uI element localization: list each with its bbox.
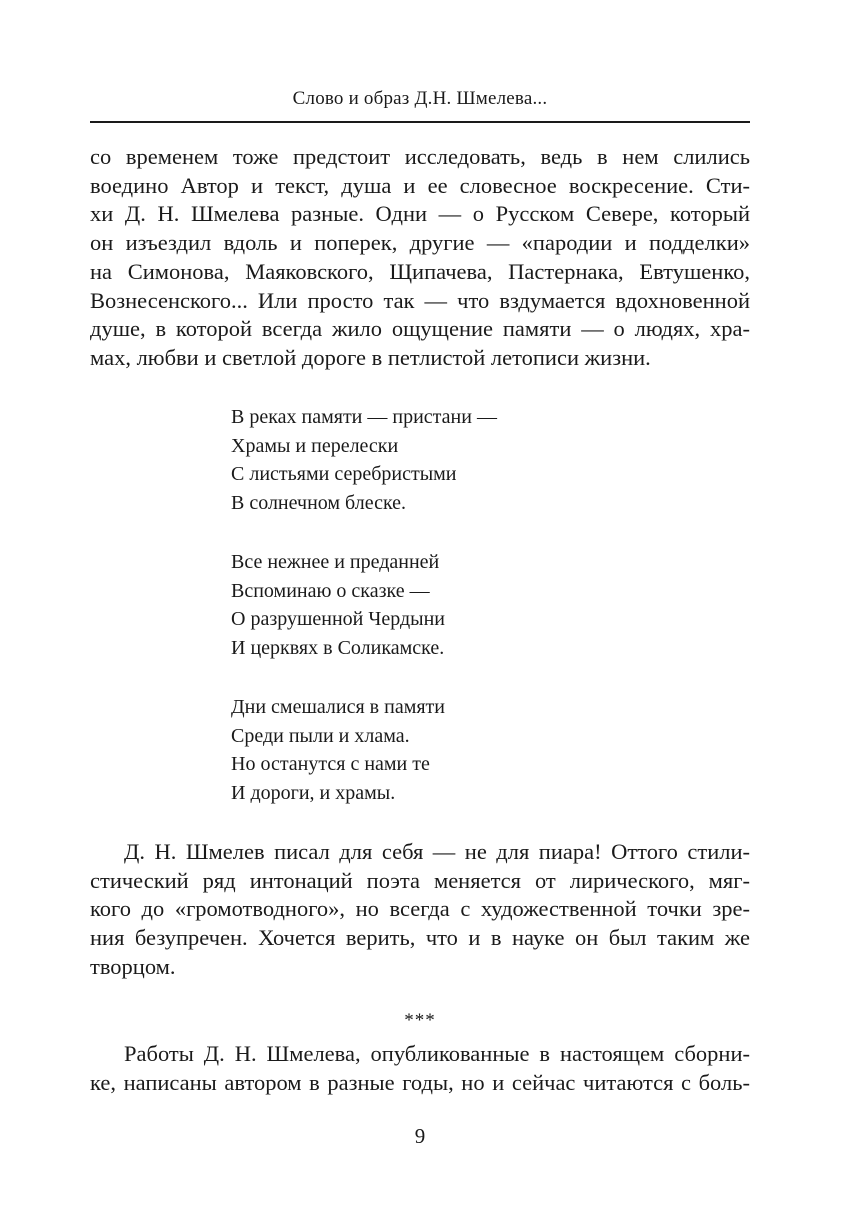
poem-stanza-1 [231, 403, 651, 518]
poem-line: Храмы и перелески [231, 434, 399, 457]
text-line: со временем тоже предстоит исследовать, ведь в нем слились [90, 144, 750, 169]
page-number: 9 [414, 1124, 426, 1148]
paragraph-3 [90, 1040, 750, 1097]
text-line: мах, любви и светлой дороге в петлистой летописи жизни. [90, 344, 651, 370]
poem-line: В реках памяти — пристани — [231, 406, 497, 428]
text-line: хи Д. Н. Шмелева разные. Одни — о Русском Севере, который [90, 201, 750, 227]
poem-line: С листьями серебристыми [231, 463, 457, 486]
text-line: ке, написаны автором в разные годы, но и сейчас читаются с боль- [90, 1069, 750, 1095]
section-separator: *** [404, 1010, 436, 1031]
poem-line: Но останутся с нами те [231, 753, 430, 776]
poem-line: И дороги, и храмы. [231, 782, 396, 805]
poem-line: И церквях в Соликамске. [231, 637, 445, 660]
text-line: он изъездил вдоль и поперек, другие — «пародии и подделки» [90, 230, 750, 256]
poem-line: Вспоминаю о сказке — [231, 579, 430, 602]
paragraph-1 [90, 143, 750, 373]
text-line: Д. Н. Шмелев писал для себя — не для пиара! Оттого стили- [124, 839, 750, 864]
poem-stanza-2 [231, 548, 651, 663]
text-line: душе, в которой всегда жило ощущение памяти — о людях, хра- [90, 316, 750, 342]
running-head: Слово и образ Д.Н. Шмелева... [292, 88, 548, 109]
poem-line: Среди пыли и хлама. [231, 724, 410, 747]
poem-line: Дни смешалися в памяти [231, 696, 445, 718]
poem-stanza-3 [231, 693, 651, 808]
poem-line: О разрушенной Чердыни [231, 608, 445, 631]
paragraph-2 [90, 838, 750, 982]
text-line: на Симонова, Маяковского, Щипачева, Пастернака, Евтушенко, [90, 258, 750, 284]
text-line: кого до «громотводного», но всегда с художественной точки зре- [90, 896, 750, 922]
text-line: творцом. [90, 953, 176, 979]
text-line: Работы Д. Н. Шмелева, опубликованные в настоящем сборни- [124, 1041, 750, 1066]
text-line: стический ряд интонаций поэта меняется от лирического, мяг- [90, 867, 750, 893]
poem-line: В солнечном блеске. [231, 492, 407, 515]
text-line: Вознесенского... Или просто так — что вздумается вдохновенной [90, 287, 750, 313]
text-line: ния безупречен. Хочется верить, что и в науке он был таким же [90, 925, 750, 951]
text-line: воедино Автор и текст, душа и ее словесное воскресение. Сти- [90, 172, 750, 198]
poem-line: Все нежнее и преданней [231, 551, 440, 573]
header-rule [90, 121, 750, 123]
